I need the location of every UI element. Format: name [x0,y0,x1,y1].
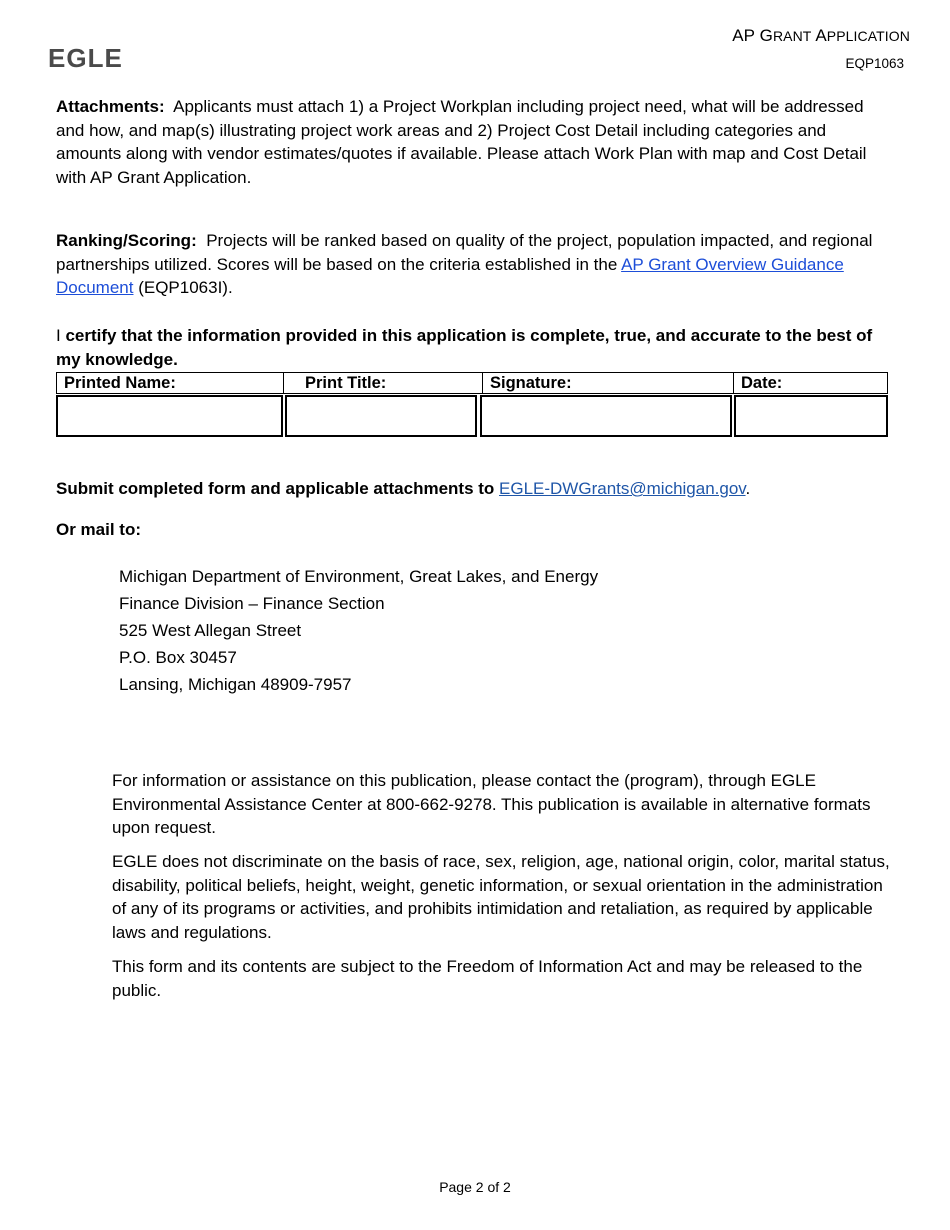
address-line: 525 West Allegan Street [119,621,302,640]
assistance-notice: For information or assistance on this publication, please contact the (program), through EGLE Environmental Assistance Center at 800-662-9278. This publication is available in alternative formats upon request. [112,771,871,837]
submit-email-link[interactable]: EGLE-DWGrants@michigan.gov [499,479,746,498]
signature-table [56,372,888,438]
header-date: Date: [733,372,888,394]
header-print-title: Print Title: [283,372,483,394]
address-line: Michigan Department of Environment, Great Lakes, and Energy [119,567,599,586]
mail-to-label: Or mail to: [56,520,142,539]
printed-name-field[interactable] [56,395,283,437]
header-signature: Signature: [482,372,734,394]
nondiscrimination-notice: EGLE does not discriminate on the basis of race, sex, religion, age, national origin, color, marital status, disability, political beliefs, height, weight, genetic information, or sexual orientation in the administration of any of its programs or activities, and prohibits intimidation and retaliation, as required by applicable laws and regulations. [112,852,890,942]
ranking-text-after: (EQP1063I). [133,278,233,297]
submit-text: Submit completed form and applicable attachments to [56,479,500,498]
ranking-label: Ranking/Scoring: [56,231,197,250]
ranking-paragraph [56,229,886,300]
header-printed-name: Printed Name: [56,372,284,394]
date-field[interactable] [734,395,888,437]
form-title: AP GRANT APPLICATION [732,26,910,45]
form-number: EQP1063 [845,56,904,71]
print-title-field[interactable] [285,395,477,437]
guidance-document-link[interactable]: AP Grant Overview Guidance Document [56,254,844,297]
logo-text: EGLE [48,45,123,69]
certification-lead: I [56,326,66,345]
attachments-paragraph [56,95,886,189]
address-line: P.O. Box 30457 [119,648,237,667]
certification-text: certify that the information provided in this application is complete, true, and accurate to the best of my knowledge. [56,326,873,369]
address-line: Finance Division – Finance Section [119,594,385,613]
mailing-address [119,563,598,698]
ranking-text: Projects will be ranked based on quality of the project, population impacted, and regional partnerships utilized. Scores will be based on the criteria established in the [56,231,873,274]
attachments-text: Applicants must attach 1) a Project Workplan including project need, what will be addressed and how, and map(s) illustrating project work areas and 2) Project Cost Detail including categories and amounts along with vendor estimates/quotes if available. Please attach Work Plan with map and Cost Detail with AP Grant Application. [56,97,867,187]
egle-logo [48,45,128,69]
signature-field[interactable] [480,395,732,437]
submit-instructions: Submit completed form and applicable attachments to EGLE-DWGrants@michigan.gov. [56,479,751,498]
address-line: Lansing, Michigan 48909-7957 [119,675,352,694]
foia-notice: This form and its contents are subject to the Freedom of Information Act and may be released to the public. [112,957,863,1000]
page-number: Page 2 of 2 [439,1179,511,1195]
certification-statement [56,324,886,372]
attachments-label: Attachments: [56,97,165,116]
